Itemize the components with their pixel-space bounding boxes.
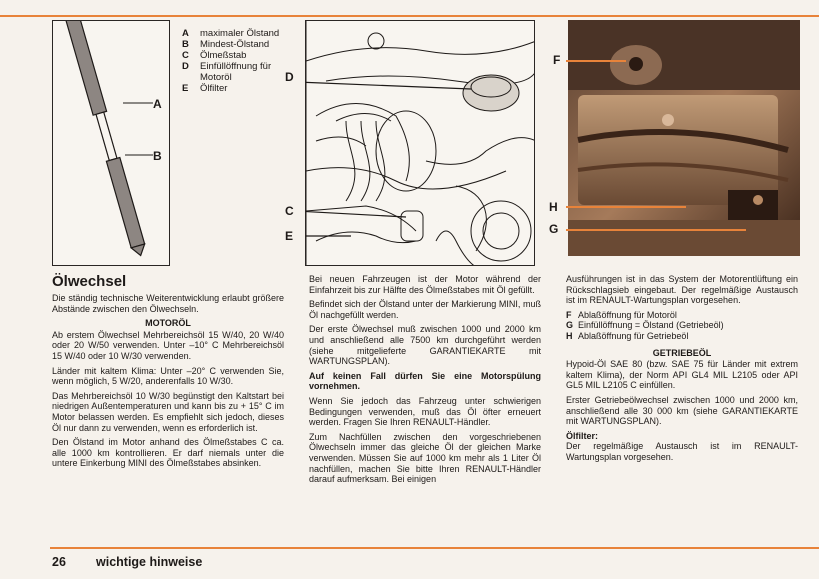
callout-b: B [153, 149, 162, 163]
list-text: Ablaßöffnung für Getriebeöl [578, 330, 689, 341]
legend-item [182, 28, 300, 39]
list-key: G [566, 320, 574, 331]
warning-text: Auf keinen Fall dürfen Sie eine Motorspülung vornehmen. [309, 370, 541, 392]
legend-item [182, 39, 300, 50]
callout-f: F [553, 53, 561, 67]
paragraph: Den Ölstand im Motor anhand des Ölmeßstabes C ca. alle 1000 km kontrollieren. Er darf niemals unter die untere Einkerbung MINI des Ölmeßstabes absinken. [52, 437, 284, 469]
subheading: GETRIEBEÖL [652, 347, 712, 358]
paragraph: Erster Getriebeölwechsel zwischen 1000 und 2000 km, anschließend alle 30 000 km (siehe GARANTIEKARTE mit WARTUNGSPLAN). [566, 394, 798, 427]
engine-diagram [305, 20, 535, 266]
legend-item [182, 83, 300, 94]
callout-h: H [549, 200, 558, 214]
paragraph: Das Mehrbereichsöl 10 W/30 begünstigt den Kaltstart bei niedrigen Außentemperaturen und kann bis zu + 15° C im Motor belassen werden. Es empfiehlt sich jedoch, dieses Öl nur dann zu verwenden, wenn es erforderlich ist. [52, 390, 284, 433]
legend-item [182, 50, 300, 61]
list-item [566, 320, 798, 331]
bottom-rule [50, 547, 819, 549]
paragraph: Die ständig technische Weiterentwicklung erlaubt größere Abstände zwischen den Ölwechseln. [52, 293, 284, 314]
paragraph: Länder mit kaltem Klima: Unter –20° C verwenden Sie, wenn möglich, 5 W/20, anderenfalls 10 W/30. [52, 365, 284, 387]
legend-text: maximaler Ölstand [200, 28, 280, 39]
paragraph: Zum Nachfüllen zwischen den vorgeschriebenen Ölwechseln immer das gleiche Öl der gleichen Marke verwenden. Müssen Sie auf 1000 km mehr als 1 Liter Öl nachfüllen, machen Sie bitte Ihren RENAULT-Händler darauf aufmerksam. Bei einigen [309, 431, 541, 485]
footer-title: wichtige hinweise [96, 555, 203, 569]
paragraph: Der erste Ölwechsel muß zwischen 1000 und 2000 km und anschließend alle 7500 km durchgeführt werden (siehe mitgelieferte GARANTIEKARTE mit WARTUNGSPLAN). [309, 324, 541, 367]
subheading-filter: Ölfilter: [566, 430, 599, 441]
legend-key: A [182, 28, 189, 39]
leader-f [566, 60, 626, 62]
callout-e: E [285, 229, 294, 243]
list-item [566, 310, 798, 321]
leader-g [566, 229, 746, 231]
legend-key: C [182, 50, 189, 61]
leader-h [566, 206, 686, 208]
column-1 [52, 274, 284, 473]
legend-key: D [182, 61, 189, 72]
callout-g: G [549, 222, 559, 236]
engine-underside-image [568, 20, 800, 256]
legend-text: Ölfilter [200, 83, 228, 94]
callout-d: D [285, 70, 294, 84]
top-rule [0, 15, 819, 17]
paragraph: Ab erstem Ölwechsel Mehrbereichsöl 15 W/40, 20 W/40 oder 20 W/50 verwenden. Unter –10° C Mehrbereichsöl 15 W/40 oder 10 W/30 verwenden. [52, 329, 284, 361]
column-2 [309, 274, 541, 489]
paragraph: Der regelmäßige Austausch ist im RENAULT-Wartungsplan vorgesehen. [566, 441, 798, 462]
paragraph: Ausführungen ist in das System der Motorentlüftung ein Rückschlagsieb eingebaut. Der regelmäßige Austausch ist im RENAULT-Wartungsplan vorgesehen. [566, 274, 798, 306]
dipstick-illustration [52, 20, 170, 266]
legend-item [182, 61, 300, 83]
dipstick-drawing [53, 21, 171, 267]
legend-key: B [182, 39, 189, 50]
engine-drawing [306, 21, 535, 266]
list-text: Einfüllöffnung = Ölstand (Getriebeöl) [578, 320, 724, 331]
section-title: Ölwechsel [52, 273, 127, 290]
engine-underside-photo [568, 20, 800, 256]
column-3 [566, 274, 798, 467]
legend-text: Ölmeßstab [200, 50, 247, 61]
list-key: F [566, 309, 572, 320]
paragraph: Wenn Sie jedoch das Fahrzeug unter schwierigen Bedingungen verwenden, muß das Öl öfter erneuert werden. Fragen Sie Ihren RENAULT-Händler. [309, 395, 541, 428]
legend-text: Mindest-Ölstand [200, 39, 270, 50]
paragraph: Hypoid-Öl SAE 80 (bzw. SAE 75 für Länder mit extrem kaltem Klima), der Norm API GL4 MIL L2105 oder API GL5 MIL L2105 C einfüllen. [566, 359, 798, 391]
list-key: H [566, 330, 573, 341]
callout-c: C [285, 204, 294, 218]
page-number: 26 [52, 555, 66, 569]
paragraph: Befindet sich der Ölstand unter der Markierung MINI, muß Öl nachgefüllt werden. [309, 299, 541, 320]
callout-a: A [153, 97, 162, 111]
paragraph: Bei neuen Fahrzeugen ist der Motor während der Einfahrzeit bis zur Hälfte des Ölmeßstabes mit Öl gefüllt. [309, 274, 541, 295]
legend-text: Einfüllöffnung für Motoröl [200, 61, 272, 83]
legend-key: E [182, 83, 189, 94]
list-item [566, 331, 798, 342]
legend [182, 28, 300, 94]
subheading: MOTORÖL [145, 318, 191, 329]
list-text: Ablaßöffnung für Motoröl [578, 309, 677, 320]
